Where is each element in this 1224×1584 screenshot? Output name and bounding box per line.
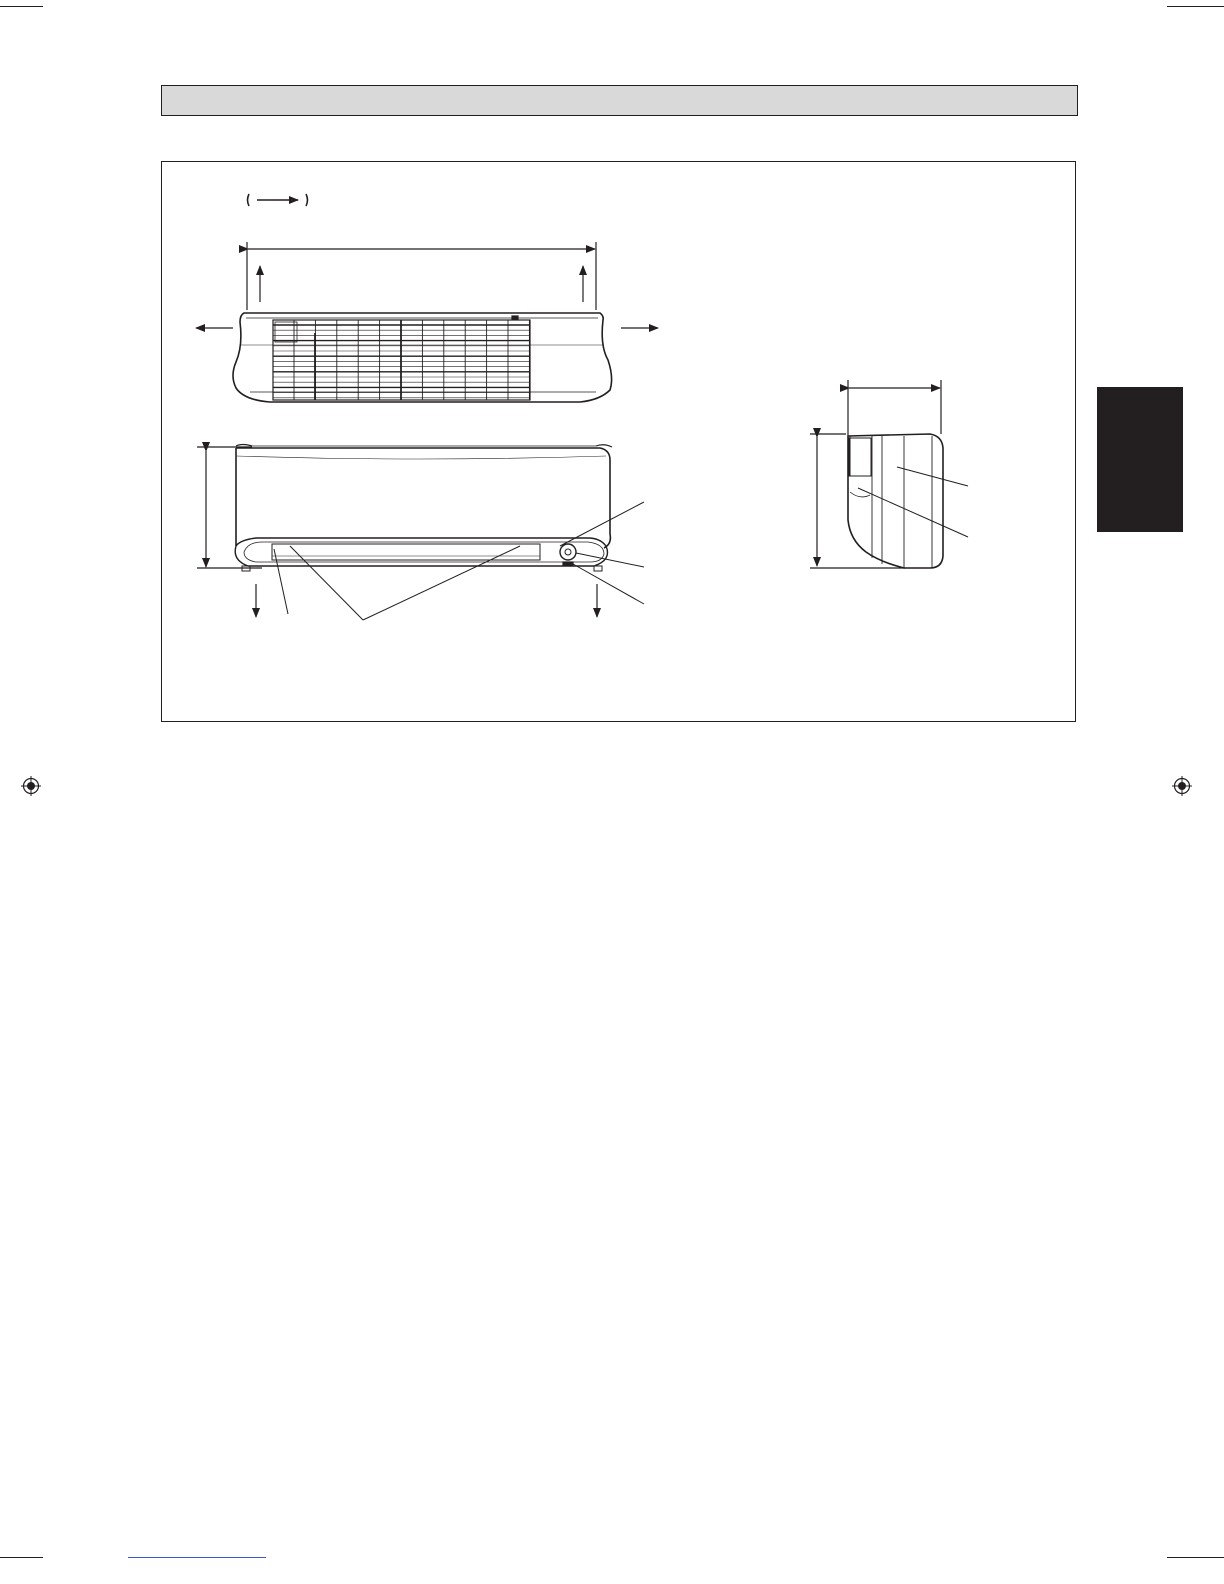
- front-view: [197, 445, 644, 621]
- legend-arrow-icon: [248, 194, 308, 206]
- top-view: [196, 242, 658, 402]
- side-view: [810, 380, 968, 568]
